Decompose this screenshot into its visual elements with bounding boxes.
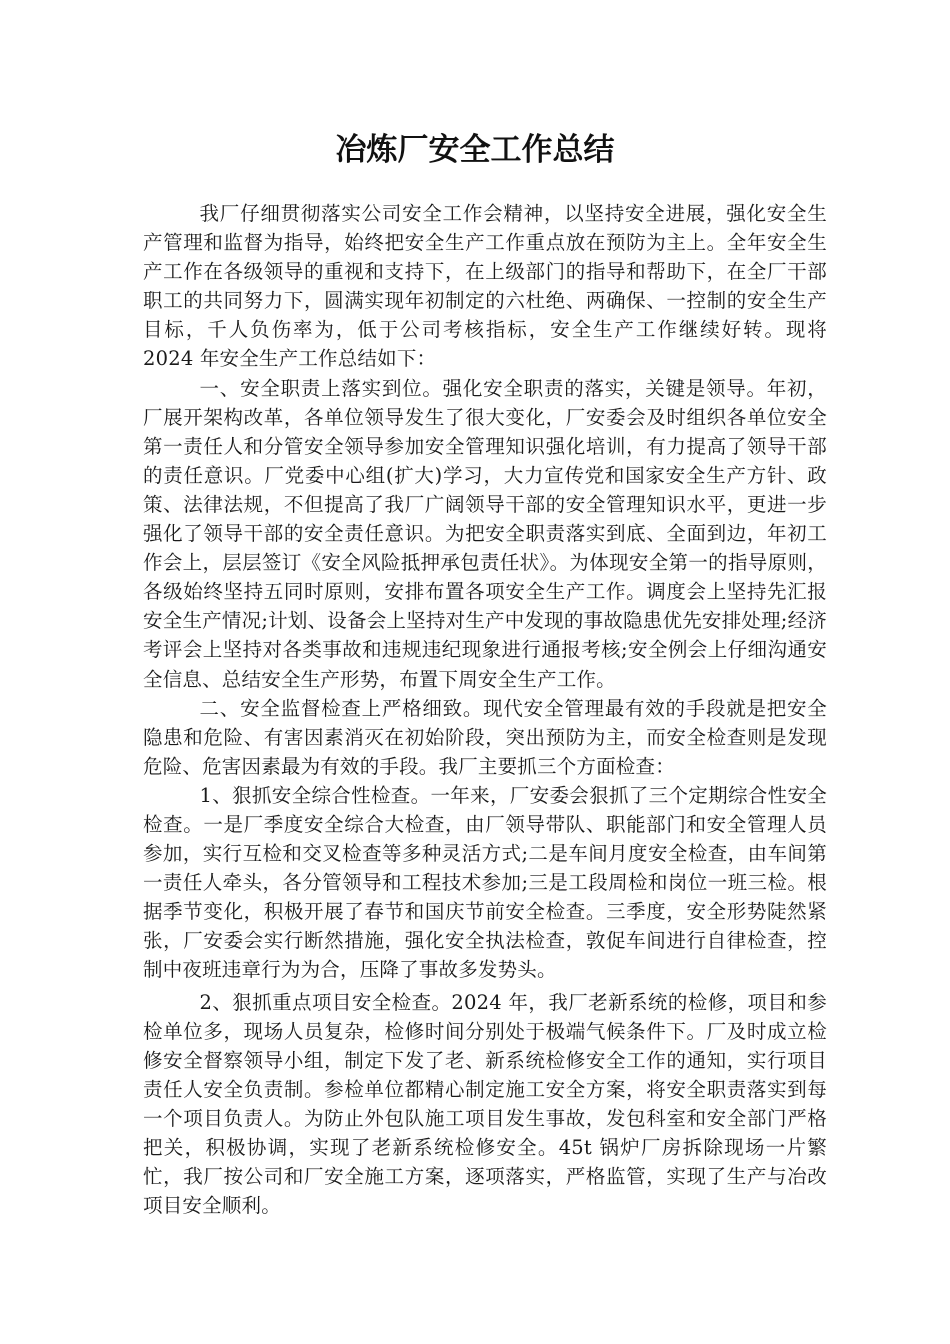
paragraph-item-1: 1、狠抓安全综合性检查。一年来，厂安委会狠抓了三个定期综合性安全检查。一是厂季度安全综合大检查，由厂领导带队、职能部门和安全管理人员参加，实行互检和交叉检查等多种灵活方式;二是车间月度安全检查，由车间第一责任人牵头，各分管领导和工程技术参加;三是工段周检和岗位一班三检。根据季节变化，积极开展了春节和国庆节前安全检查。三季度，安全形势陡然紧张，厂安委会实行断然措施，强化安全执法检查，敦促车间进行自律检查，控制中夜班违章行为为合，压降了事故多发势头。 bbox=[143, 783, 827, 982]
paragraph-section-2: 二、安全监督检查上严格细致。现代安全管理最有效的手段就是把安全隐患和危险、有害因素消灭在初始阶段，突出预防为主，而安全检查则是发现危险、危害因素最为有效的手段。我厂主要抓三个方面检查： bbox=[143, 696, 827, 778]
paragraph-section-1: 一、安全职责上落实到位。强化安全职责的落实，关键是领导。年初，厂展开架构改革，各单位领导发生了很大变化，厂安委会及时组织各单位安全第一责任人和分管安全领导参加安全管理知识强化培训，有力提高了领导干部的责任意识。厂党委中心组(扩大)学习，大力宣传党和国家安全生产方针、政策、法律法规，不但提高了我厂广阔领导干部的安全管理知识水平，更进一步强化了领导干部的安全责任意识。为把安全职责落实到底、全面到边，年初工作会上，层层签订《安全风险抵押承包责任状》。为体现安全第一的指导原则，各级始终坚持五同时原则，安排布置各项安全生产工作。调度会上坚持先汇报安全生产情况;计划、设备会上坚持对生产中发现的事故隐患优先安排处理;经济考评会上坚持对各类事故和违规违纪现象进行通报考核;安全例会上仔细沟通安全信息、总结安全生产形势，布置下周安全生产工作。 bbox=[143, 376, 827, 691]
document-title: 冶炼厂安全工作总结 bbox=[335, 132, 615, 168]
paragraph-intro: 我厂仔细贯彻落实公司安全工作会精神，以坚持安全进展，强化安全生产管理和监督为指导，始终把安全生产工作重点放在预防为主上。全年安全生产工作在各级领导的重视和支持下，在上级部门的指导和帮助下，在全厂干部职工的共同努力下，圆满实现年初制定的六杜绝、两确保、一控制的安全生产目标，千人负伤率为，低于公司考核指标，安全生产工作继续好转。现将 2024 年安全生产工作总结如下： bbox=[143, 202, 827, 371]
document-body bbox=[143, 199, 827, 1220]
paragraph-item-2: 2、狠抓重点项目安全检查。2024 年，我厂老新系统的检修，项目和参检单位多，现场人员复杂，检修时间分别处于极端气候条件下。厂及时成立检修安全督察领导小组，制定下发了老、新系统检修安全工作的通知，实行项目责任人安全负责制。参检单位都精心制定施工安全方案，将安全职责落实到每一个项目负责人。为防止外包队施工项目发生事故，发包科室和安全部门严格把关，积极协调，实现了老新系统检修安全。45t 锅炉厂房拆除现场一片繁忙，我厂按公司和厂安全施工方案，逐项落实，严格监管，实现了生产与冶改项目安全顺利。 bbox=[143, 990, 827, 1218]
